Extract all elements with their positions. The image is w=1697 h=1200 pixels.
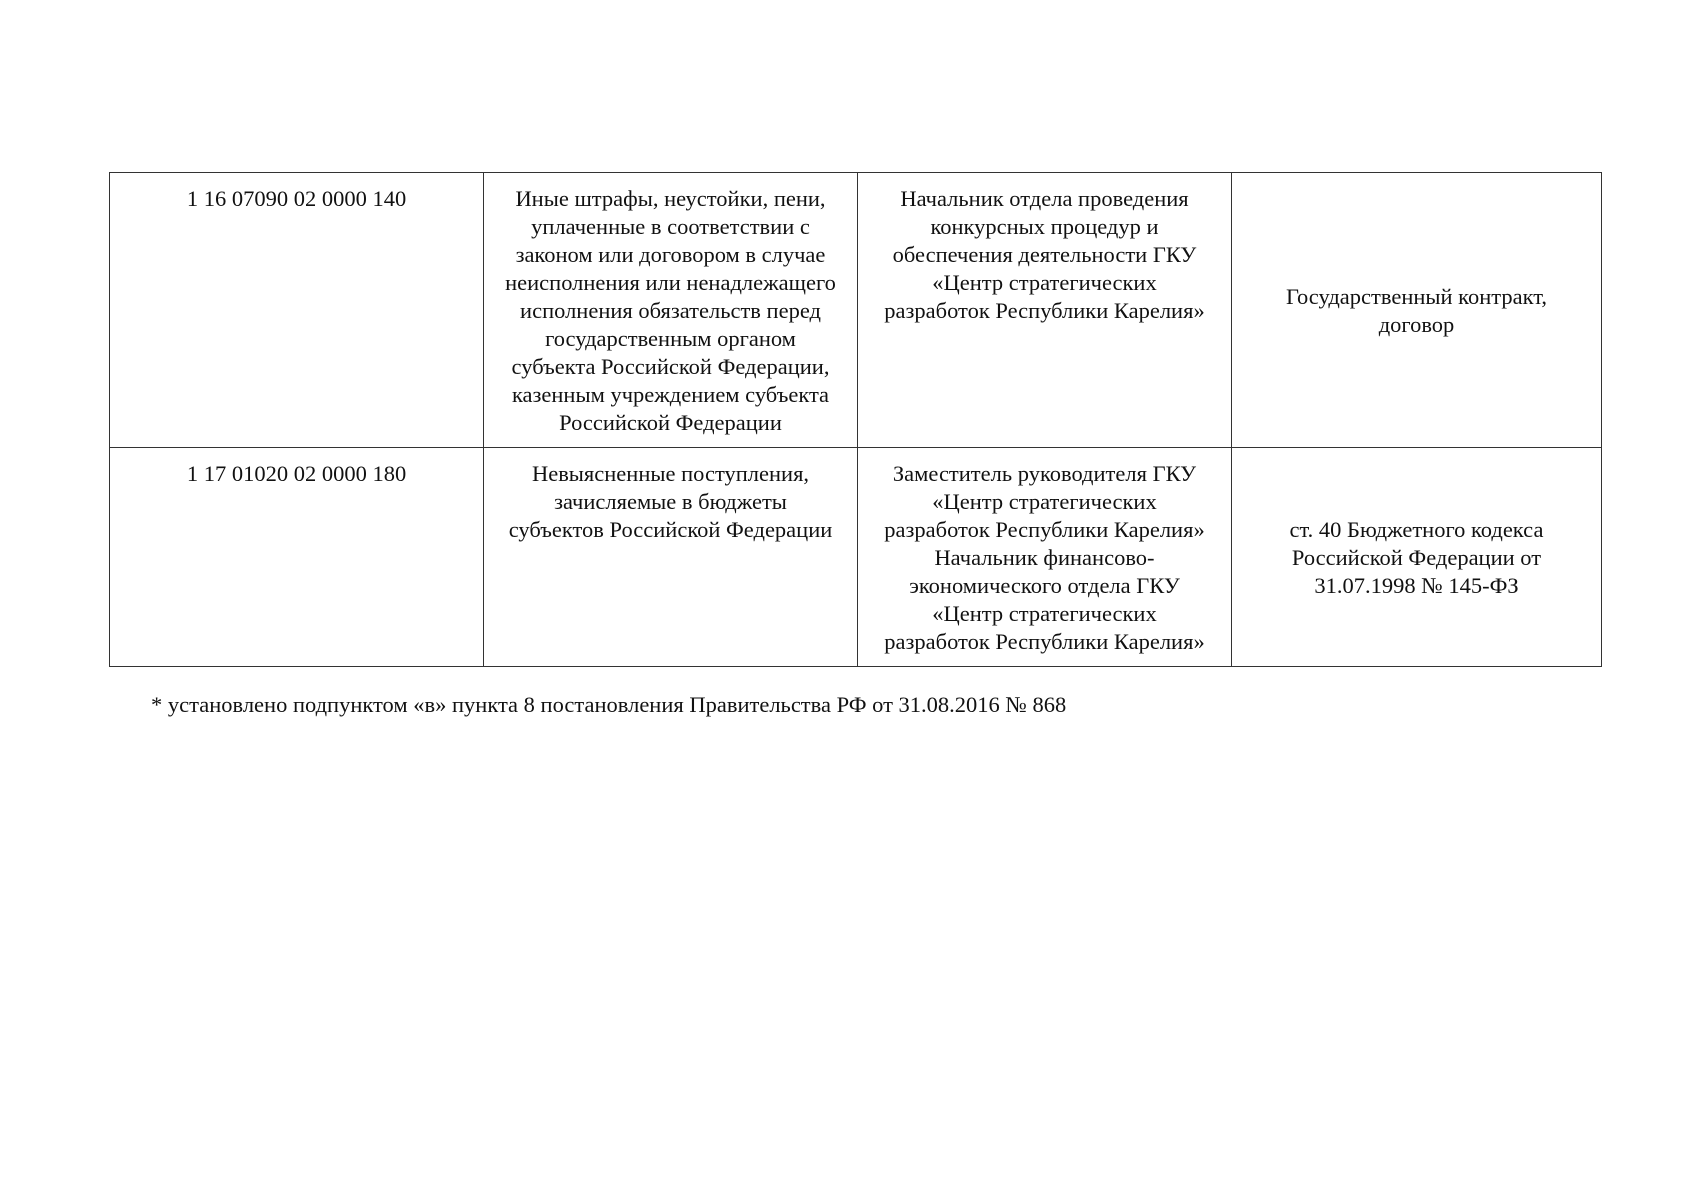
legal-basis-cell — [1232, 448, 1602, 667]
text-line: Российской Федерации — [559, 410, 782, 435]
text-line: Иные штрафы, неустойки, пени, — [515, 186, 826, 211]
revenue-code-cell: 1 17 01020 02 0000 180 — [110, 448, 484, 667]
text-line: Российской Федерации от — [1291, 545, 1542, 570]
responsible-cell — [858, 173, 1232, 448]
text-line: разработок Республики Карелия» — [884, 298, 1205, 323]
text-line: государственным органом — [545, 326, 796, 351]
text-line: исполнения обязательств перед — [520, 298, 821, 323]
revenue-table — [109, 172, 1602, 667]
text-line: обеспечения деятельности ГКУ — [892, 242, 1197, 267]
text-line: «Центр стратегических — [932, 601, 1157, 626]
text-line: казенным учреждением субъекта — [511, 382, 830, 407]
text-line: Начальник отдела проведения — [900, 186, 1189, 211]
text-line: ст. 40 Бюджетного кодекса — [1289, 517, 1544, 542]
responsible-cell — [858, 448, 1232, 667]
text-line: разработок Республики Карелия» — [884, 517, 1205, 542]
text-line: экономического отдела ГКУ — [909, 573, 1180, 598]
text-line: Государственный контракт, — [1285, 284, 1548, 309]
text-line: уплаченные в соответствии с — [531, 214, 810, 239]
text-line: «Центр стратегических — [932, 270, 1157, 295]
text-line: конкурсных процедур и — [930, 214, 1159, 239]
table-row — [110, 448, 1602, 667]
text-line: Заместитель руководителя ГКУ — [892, 461, 1197, 486]
text-line: законом или договором в случае — [515, 242, 826, 267]
text-line: Невыясненные поступления, — [531, 461, 810, 486]
table-row — [110, 173, 1602, 448]
text-line: субъекта Российской Федерации, — [511, 354, 830, 379]
text-line: неисполнения или ненадлежащего — [505, 270, 836, 295]
text-line: договор — [1378, 312, 1455, 337]
text-line: зачисляемые в бюджеты — [554, 489, 787, 514]
text-line: «Центр стратегических — [932, 489, 1157, 514]
revenue-code-cell: 1 16 07090 02 0000 140 — [110, 173, 484, 448]
text-line: субъектов Российской Федерации — [508, 517, 833, 542]
revenue-name-cell — [484, 173, 858, 448]
revenue-name-cell — [484, 448, 858, 667]
text-line: разработок Республики Карелия» — [884, 629, 1205, 654]
text-line: Начальник финансово- — [934, 545, 1155, 570]
text-line: 31.07.1998 № 145-ФЗ — [1314, 573, 1519, 598]
legal-basis-cell — [1232, 173, 1602, 448]
footnote: * установлено подпунктом «в» пункта 8 постановления Правительства РФ от 31.08.2016 № 868 — [151, 692, 1067, 717]
